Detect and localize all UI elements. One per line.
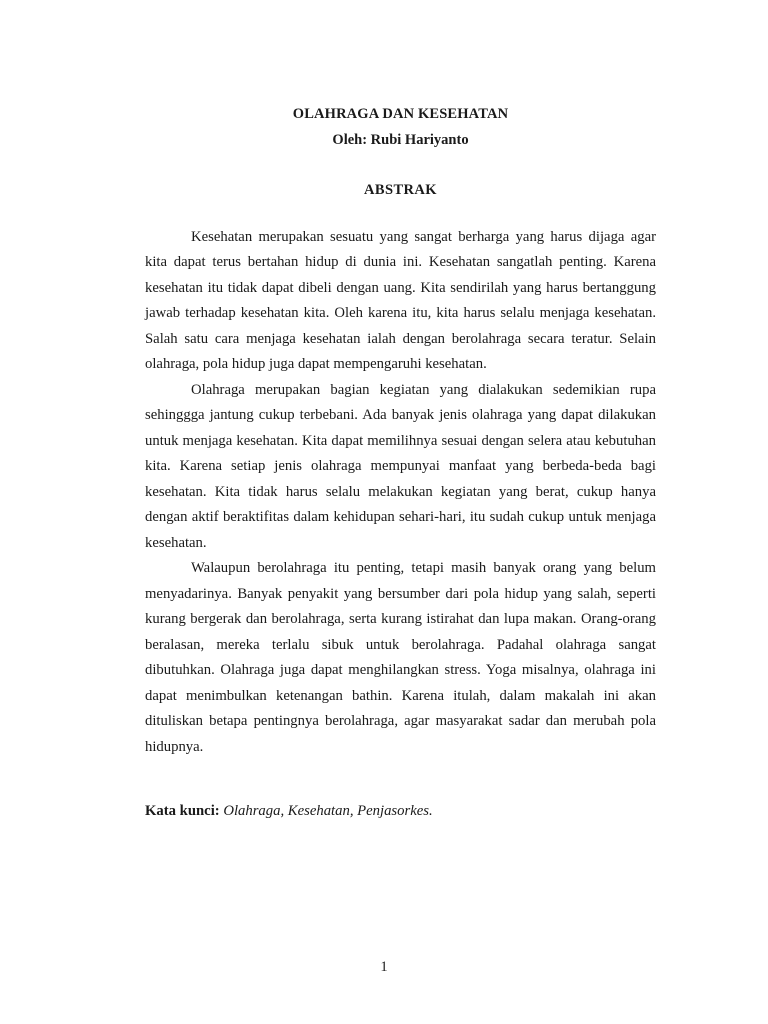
page-number-footer: 1 — [380, 959, 388, 975]
keywords-line — [145, 760, 656, 825]
page-title: OLAHRAGA DAN KESEHATAN — [292, 106, 509, 122]
keywords-values: Olahraga, Kesehatan, Penjasorkes. — [223, 803, 433, 819]
abstract-paragraph: Kesehatan merupakan sesuatu yang sangat berharga yang harus dijaga agar kita dapat terus bertahan hidup di dunia ini. Kesehatan sangatlah penting. Karena kesehatan itu tidak dapat dibeli dengan uang. Kita sendirilah yang harus bertanggung jawab terhadap kesehatan kita. Oleh karena itu, kita harus selalu menjaga kesehatan. Salah satu cara menjaga kesehatan ialah dengan berolahraga secara teratur. Selain olahraga, pola hidup juga dapat mempengaruhi kesehatan. — [145, 228, 656, 372]
author-line: Oleh: Rubi Hariyanto — [332, 131, 469, 148]
keywords-label: Kata kunci: — [145, 803, 220, 819]
abstract-paragraph: Walaupun berolahraga itu penting, tetapi masih banyak orang yang belum menyadarinya. Banyak penyakit yang bersumber dari pola hidup yang salah, seperti kurang bergerak dan berolahraga, serta kurang istirahat dan lupa makan. Orang-orang beralasan, mereka terlalu sibuk untuk berolahraga. Padahal olahraga sangat dibutuhkan. Olahraga juga dapat menghilangkan stress. Yoga misalnya, olahraga ini dapat menimbulkan ketenangan bathin. Karena itulah, dalam makalah ini akan dituliskan betapa pentingnya berolahraga, agar masyarakat sadar dan merubah pola hidupnya. — [145, 560, 656, 755]
section-heading-abstrak: ABSTRAK — [364, 182, 437, 198]
page-content — [145, 0, 656, 825]
abstract-body — [145, 204, 656, 761]
abstract-paragraph: Olahraga merupakan bagian kegiatan yang dialakukan sedemikian rupa sehinggga jantung cukup terbebani. Ada banyak jenis olahraga yang dapat dilakukan untuk menjaga kesehatan. Kita dapat memilihnya sesuai dengan selera atau kebutuhan kita. Karena setiap jenis olahraga mempunyai manfaat yang berbeda-beda bagi kesehatan. Kita tidak harus selalu melakukan kegiatan yang berat, cukup hanya dengan aktif beraktifitas dalam kehidupan sehari-hari, itu sudah cukup untuk menjaga kesehatan. — [145, 381, 656, 551]
